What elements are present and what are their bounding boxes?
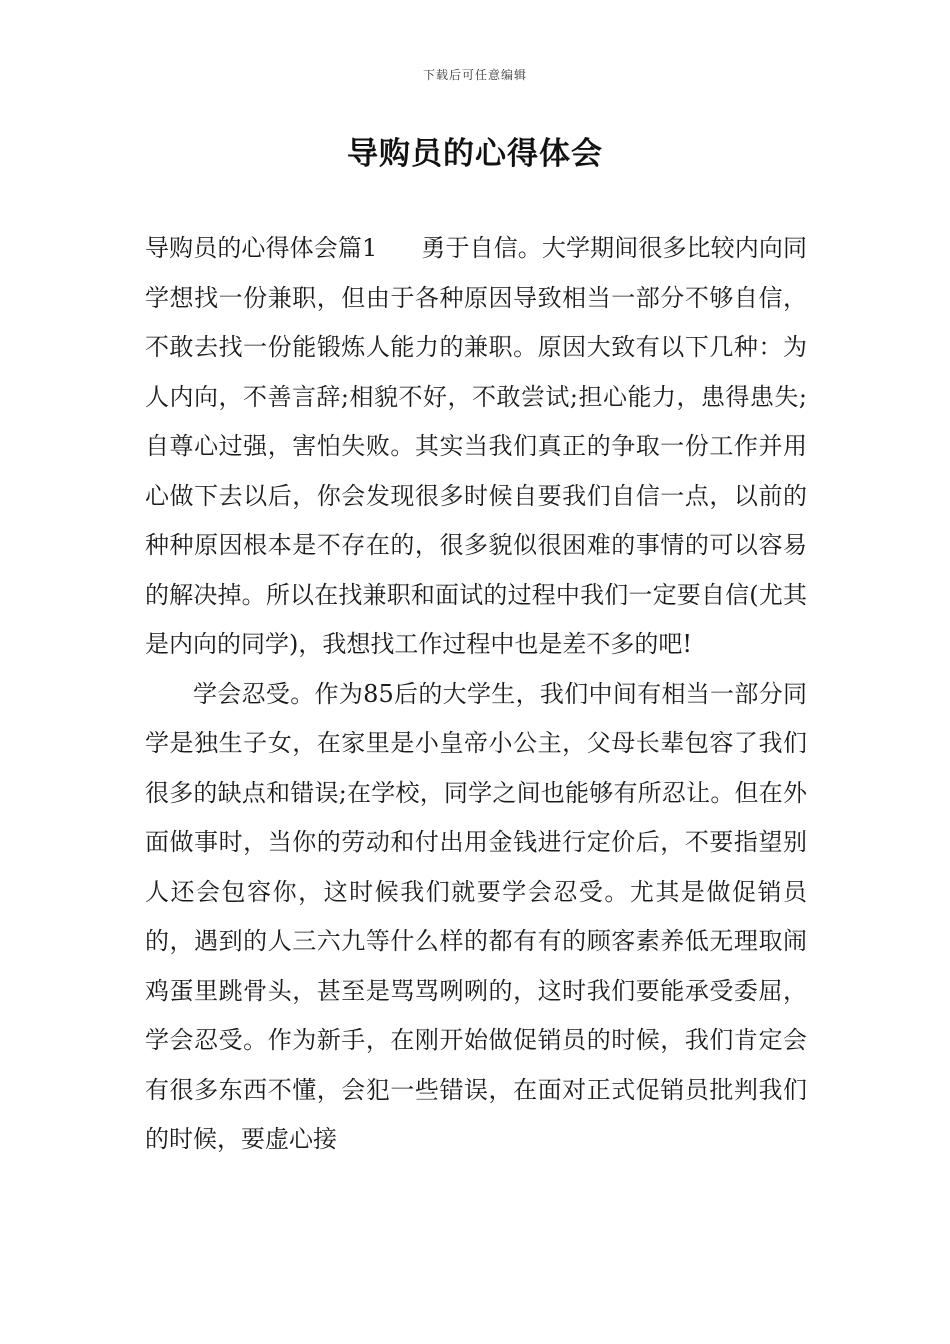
paragraph-1-text: 勇于自信。大学期间很多比较内向同学想找一份兼职，但由于各种原因导致相当一部分不够自信，不敢去找一份能锻炼人能力的兼职。原因大致有以下几种：为人内向，不善言辞;相貌不好，不敢尝试;担心能力，患得患失;自尊心过强，害怕失败。其实当我们真正的争取一份工作并用心做下去以后，你会发现很多时候自要我们自信一点，以前的种种原因根本是不存在的，很多貌似很困难的事情的可以容易的解决掉。所以在找兼职和面试的过程中我们一定要自信(尤其是内向的同学)，我想找工作过程中也是差不多的吧! [145, 234, 807, 658]
paragraph-2: 学会忍受。作为85后的大学生，我们中间有相当一部分同学是独生子女，在家里是小皇帝小公主，父母长辈包容了我们很多的缺点和错误;在学校，同学之间也能够有所忍让。但在外面做事时，当你的劳动和付出用金钱进行定价后，不要指望别人还会包容你，这时候我们就要学会忍受。尤其是做促销员的，遇到的人三六九等什么样的都有有的顾客素养低无理取闹鸡蛋里跳骨头，甚至是骂骂咧咧的，这时我们要能承受委屈，学会忍受。作为新手，在刚开始做促销员的时候，我们肯定会有很多东西不懂，会犯一些错误，在面对正式促销员批判我们的时候，要虚心接 [145, 679, 807, 1153]
section-heading: 导购员的心得体会篇1 [145, 234, 378, 262]
document-title: 导购员的心得体会 [347, 136, 603, 172]
paragraph-1 [145, 224, 807, 670]
document-body [145, 224, 807, 1165]
header-note: 下载后可任意编辑 [422, 68, 527, 82]
